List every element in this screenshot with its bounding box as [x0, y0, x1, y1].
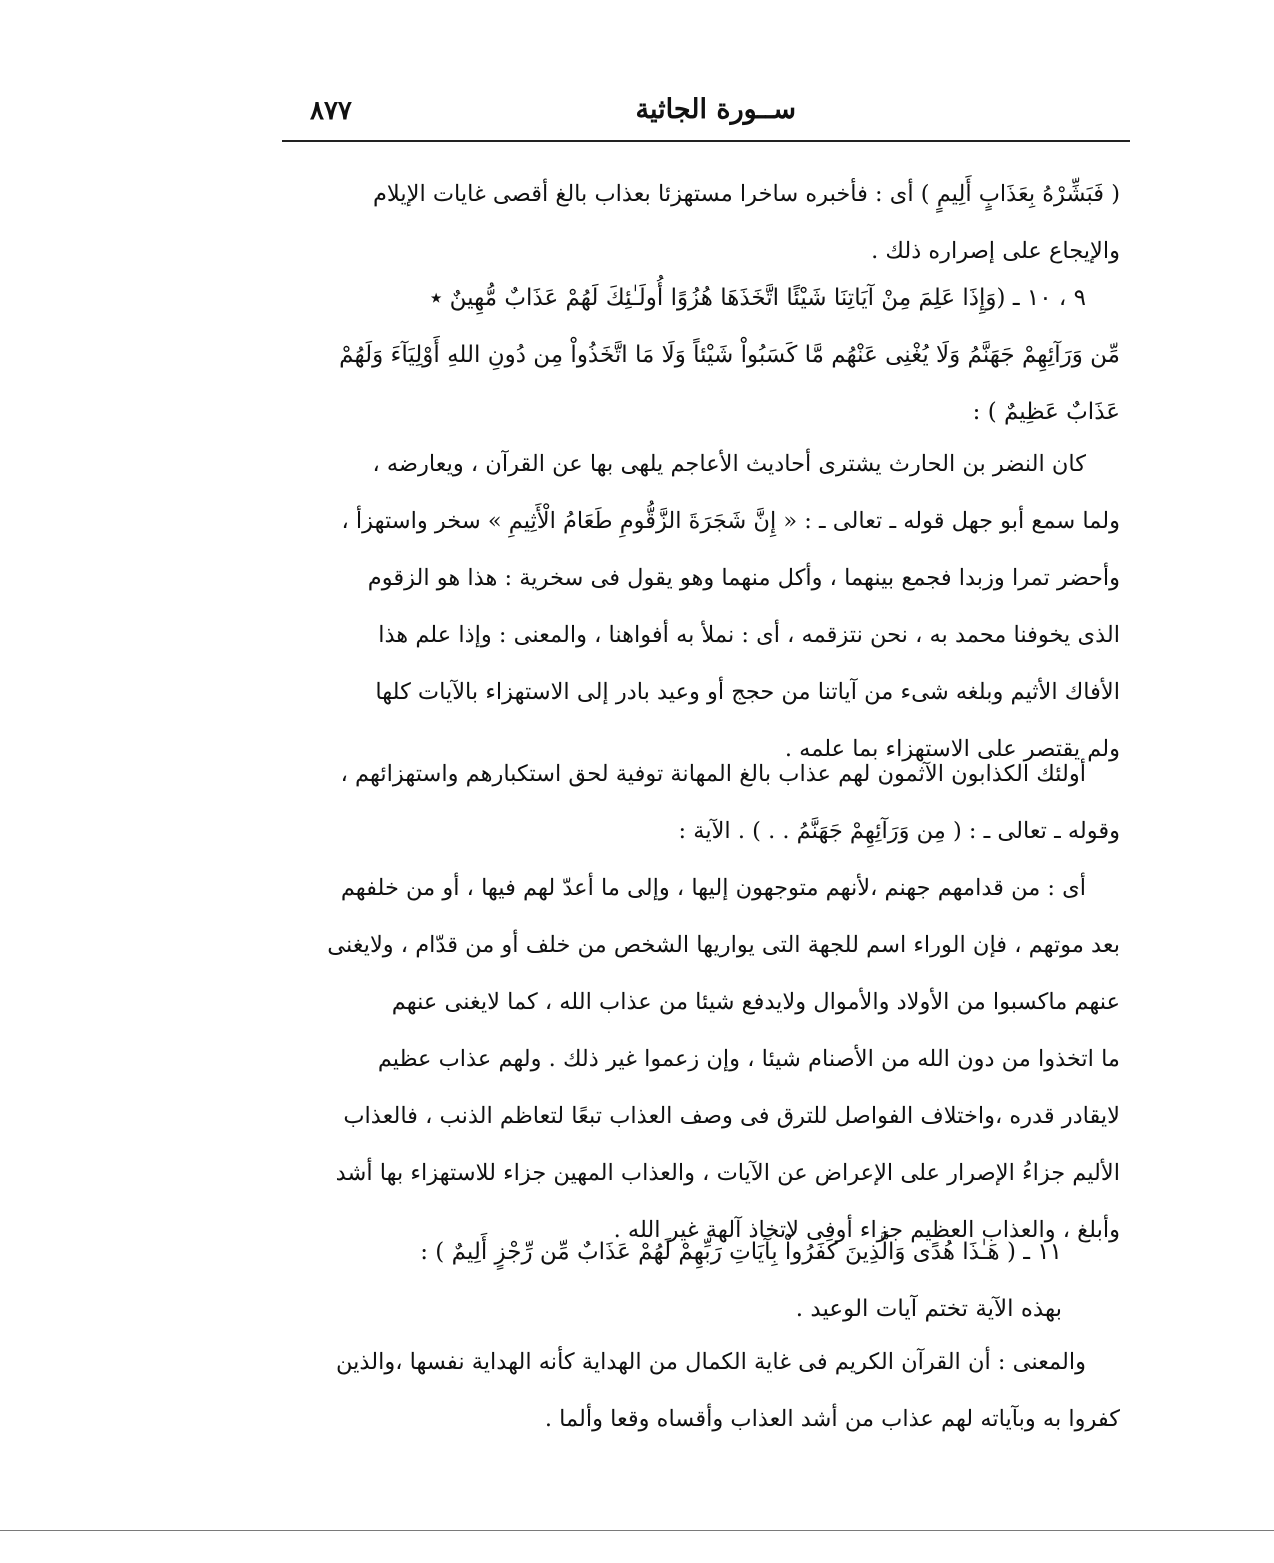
verse-line: عَذَابٌ عَظِيمٌ ) :	[972, 399, 1120, 425]
verse-line: ١١ ـ ( هَـٰذَا هُدًى وَالَّذِينَ كَفَرُواْ بِآيَاتِ رَبِّهِمْ لَهُمْ عَذَابٌ مِّن رِّجْزٍ أَلِيمٌ ) :	[420, 1239, 1062, 1265]
verse-block-11	[272, 1224, 1120, 1338]
paragraph-commentary-2	[272, 436, 1120, 778]
text-line: والمعنى : أن القرآن الكريم فى غاية الكمال من الهداية كأنه الهداية نفسها ،والذين	[336, 1349, 1086, 1375]
text-line: الأليم جزاءُ الإصرار على الإعراض عن الآيات ، والعذاب المهين جزاء للاستهزاء بها أشد	[335, 1160, 1120, 1186]
text-line: أى : من قدامهم جهنم ،لأنهم متوجهون إليها ، وإلى ما أعدّ لهم فيها ، أو من خلفهم	[340, 875, 1086, 901]
header-divider	[282, 140, 1130, 142]
text-line: بعد موتهم ، فإن الوراء اسم للجهة التى يواريها الشخص من خلف أو من قدّام ، ولايغنى	[327, 932, 1120, 958]
paragraph-commentary-3	[272, 746, 1120, 860]
text-line: بهذه الآية تختم آيات الوعيد .	[795, 1296, 1062, 1322]
text-line: ( فَبَشِّرْهُ بِعَذَابٍ أَلِيمٍ ) أى : فأخبره ساخرا مستهزئا بعذاب بالغ أقصى غايات الإيلام	[373, 181, 1120, 207]
surah-title: ســورة الجاثية	[635, 94, 796, 125]
verse-line: ٩ ، ١٠ ـ (وَإِذَا عَلِمَ مِنْ آيَاتِنَا شَيْئًا اتَّخَذَهَا هُزُوًا أُولَـٰئِكَ لَهُمْ عَذَابٌ مُّهِينٌ ٭	[429, 285, 1086, 311]
text-line: وأحضر تمرا وزبدا فجمع بينهما ، وأكل منهما وهو يقول فى سخرية : هذا هو الزقوم	[367, 565, 1120, 591]
text-line: وأبلغ ، والعذاب العظيم جزاء أوفى لاتخاذ آلهة غير الله .	[613, 1217, 1120, 1243]
text-line: وقوله ـ تعالى ـ : ( مِن وَرَآئِهِمْ جَهَنَّمُ . . ) . الآية :	[678, 818, 1120, 844]
page-number: ٨٧٧	[310, 96, 352, 126]
text-line: ولما سمع أبو جهل قوله ـ تعالى ـ : « إِنَّ شَجَرَةَ الزَّقُّومِ طَعَامُ الْأَثِيمِ » سخر واستهزأ ،	[341, 508, 1120, 534]
page-header	[288, 92, 1126, 140]
text-line: كفروا به وبآياته لهم عذاب من أشد العذاب وأقساه وقعا وألما .	[544, 1406, 1120, 1432]
text-line: ولم يقتصر على الاستهزاء بما علمه .	[784, 736, 1120, 762]
verse-line: مِّن وَرَآئِهِمْ جَهَنَّمُ وَلَا يُغْنِى عَنْهُم مَّا كَسَبُواْ شَيْئاً وَلَا مَا اتَّخَذُواْ مِن دُونِ اللهِ أَوْلِيَآءَ وَلَهُمْ	[339, 342, 1120, 368]
verse-block-9-10	[272, 270, 1120, 441]
text-line: ما اتخذوا من دون الله من الأصنام شيئا ، وإن زعموا غير ذلك . ولهم عذاب عظيم	[377, 1046, 1120, 1072]
text-line: أولئك الكذابون الآثمون لهم عذاب بالغ المهانة توفية لحق استكبارهم واستهزائهم ،	[340, 761, 1086, 787]
paragraph-commentary-5	[272, 1334, 1120, 1448]
text-line: الذى يخوفنا محمد به ، نحن نتزقمه ، أى : نملأ به أفواهنا ، والمعنى : وإذا علم هذا	[378, 622, 1120, 648]
paragraph-commentary-1	[272, 166, 1120, 280]
text-line: لايقادر قدره ،واختلاف الفواصل للترق فى وصف العذاب تبعًا لتعاظم الذنب ، فالعذاب	[343, 1103, 1120, 1129]
paragraph-commentary-4	[272, 860, 1120, 1259]
text-line: الأفاك الأثيم وبلغه شىء من آياتنا من حجج أو وعيد بادر إلى الاستهزاء بالآيات كلها	[375, 679, 1120, 705]
text-line: كان النضر بن الحارث يشترى أحاديث الأعاجم يلهى بها عن القرآن ، ويعارضه ،	[372, 451, 1086, 477]
text-line: عنهم ماكسبوا من الأولاد والأموال ولايدفع شيئا من عذاب الله ، كما لايغنى عنهم	[391, 989, 1120, 1015]
text-line: والإيجاع على إصراره ذلك .	[871, 238, 1120, 264]
scan-edge-line	[0, 1530, 1274, 1531]
